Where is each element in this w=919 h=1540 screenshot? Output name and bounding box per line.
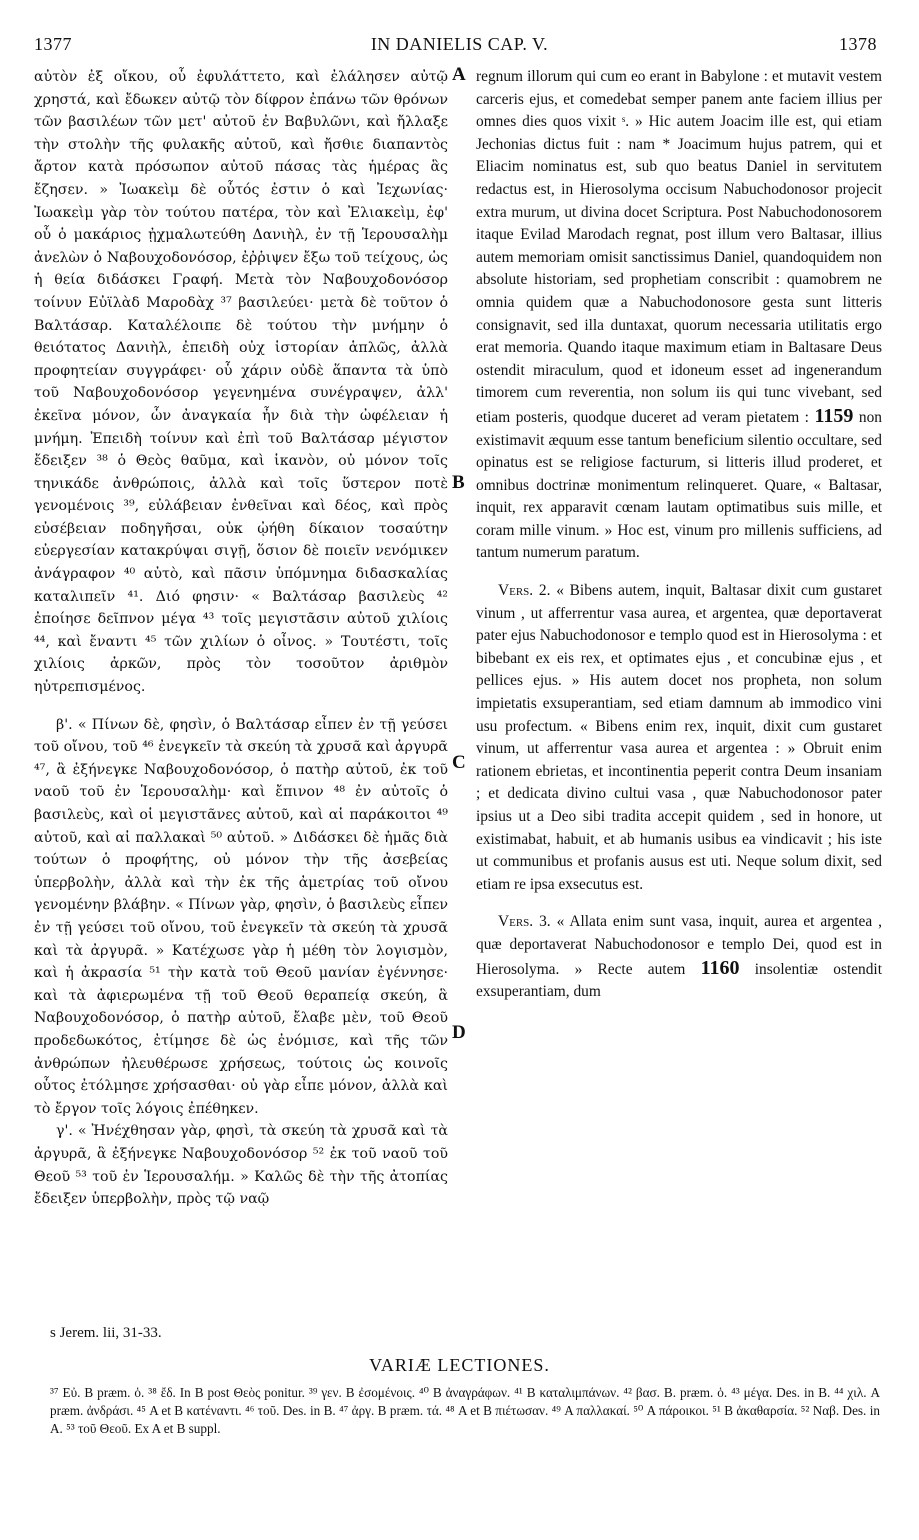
verse-3-label: Vers. 3.	[498, 913, 551, 931]
verse-2-label: Vers. 2.	[498, 582, 551, 600]
column-marker-b: B	[452, 472, 465, 493]
right-page-number: 1378	[839, 34, 877, 54]
column-marker-a: A	[452, 64, 466, 85]
greek-paragraph-1: αὐτὸν ἐξ οἴκου, οὗ ἐφυλάττετο, καὶ ἐλάλησεν αὐτῷ χρηστά, καὶ ἔδωκεν αὐτῷ τὸν δίφρον ἐπάνω τῶν θρόνων τῶν βασιλέων τῶν μετ' αὐτοῦ ἐν Βαβυλῶνι, καὶ ἤλλαξε τὴν στολὴν τῆς φυλακῆς αὐτοῦ, καὶ ἤσθιε διαπαντὸς ἄρτον κατὰ πρόσωπον αὐτοῦ πάσας τὰς ἡμέρας ἃς ἔζησεν. » Ἰωακεὶμ δὲ οὗτός ἐστιν ὁ καὶ Ἰεχωνίας· Ἰωακεὶμ γὰρ τὸν τούτου πατέρα, τὸν καὶ Ἐλιακεὶμ, ἐφ' οὗ ὁ μακάριος ᾐχμαλωτεύθη Δανιὴλ, ἐν τῇ Ἱερουσαλὴμ ἀνελὼν ὁ Ναβουχοδονόσορ, ἐῤῥιψεν ἔξω τοῦ τείχους, ὡς ἡ θεία διδάσκει Γραφή. Μετὰ τὸν Ναβουχοδονόσορ τοίνυν Εὐϊλὰδ Μαροδὰχ ³⁷ βασιλεύει· μετὰ δὲ τοῦτον ὁ Βαλτάσαρ. Καταλέλοιπε δὲ τούτου τὴν μνήμην ὁ θειότατος Δανιὴλ, ἐπειδὴ οὐχ ἱστορίαν ἁπλῶς, ἀλλὰ προφητείαν συγγράφει· οὗ χάριν οὐδὲ ἅπαντα τὰ ὑπὸ τοῦ Ναβουχοδονόσορ γεγενημένα συνέγραψεν, ἀλλ' ἐκεῖνα μόνον, ὧν ἀναγκαία ἦν διὰ τὴν ὠφέλειαν ἡ μνήμη. Ἐπειδὴ τοίνυν καὶ ἐπὶ τοῦ Βαλτάσαρ μέγιστον ἔδειξεν ³⁸ ὁ Θεὸς θαῦμα, καὶ ἱκανὸν, οὐ μόνον τοῖς τηνικάδε ἀνθρώποις, ἀλλὰ καὶ τοῖς ὕστερον ποτὲ γενομένοις ³⁹, εὐλάβειαν ἐνθεῖναι καὶ δέος, καὶ πρὸς εὐσέβειαν ποδηγῆσαι, οὐκ ᾠήθη δίκαιον τοσαύτην εὐεργεσίαν κατακρύψαι σιγῇ, ὅσιον δὲ ποιεῖν νενόμικεν ἀνάγραφον ⁴⁰ αὐτὸ, καὶ πᾶσιν ὑπόμνημα διδασκαλίας καταλιπεῖν ⁴¹. Διό φησιν· « Βαλτάσαρ βασιλεὺς ⁴² ἐποίησε δεῖπνον μέγα ⁴³ τοῖς μεγιστᾶσιν αὐτοῦ χιλίοις ⁴⁴, καὶ ἔναντι ⁴⁵ τῶν χιλίων ὁ οἶνος. » Τουτέστι, τοῖς χιλίοις ἀρκῶν, πρὸς τὸν τοσοῦτον ἀριθμὸν ηὐτρεπισμένος.	[34, 69, 448, 696]
column-number-1160: 1160	[700, 956, 740, 979]
latin-paragraph-3	[476, 911, 882, 1003]
latin-paragraph-2	[476, 580, 882, 896]
latin-paragraph-1-text: regnum illorum qui cum eo erant in Babylone : et mutavit vestem carceris ejus, et comedebat semper panem ante faciem illius per omnes dies quos vixit ˢ. » Hic autem Joacim ille est, qui etiam Jechonias dictus fuit : nam * Joacimum hujus patrem, qui et Eliacim nominatus est, sub quo beatus Daniel in servitutem redactus est, in Hierosolyma occisum Nabuchodonosor projecit extra murum, ut divina docet Scriptura. Post Nabuchodonosorem itaque Evilad Marodach regnat, post illum vero Baltasar, illius autem memoriam omisit sanctissimus Daniel, quandoquidem non absolute historiam, sed prophetiam conscribit : quamobrem ne omnia quidem quæ a Nabuchodonosore gesta sunt litteris consignavit, sed illa duntaxat, quorum necessaria utilitatis ergo erat memoria. Quando itaque maximum etiam in Baltasare Deus ostendit miraculum, quod et idoneum esset ad ingenerandum timorem cum reverentia, non solum iis qui tunc vivebant, sed etiam posteris, quodque duceret ad veram pietatem :	[476, 68, 882, 426]
greek-paragraph-3: γ'. « Ἠνέχθησαν γὰρ, φησὶ, τὰ σκεύη τὰ χρυσᾶ καὶ τὰ ἀργυρᾶ, ἃ ἐξήνεγκε Ναβουχοδονόσορ ⁵² ἐκ τοῦ ναοῦ τοῦ Θεοῦ ⁵³ τοῦ ἐν Ἱερουσαλήμ. » Καλῶς δὲ τὴν τῆς ἀτοπίας ἔδειξεν ὑπερβολὴν, πρὸς τῷ ναῷ	[34, 1123, 448, 1208]
left-page-number: 1377	[34, 34, 72, 54]
latin-paragraph-2-text: « Bibens autem, inquit, Baltasar dixit cum gustaret vinum , ut afferrentur vasa aurea, et argentea, quæ deportaverat pater ejus Nabuchodonosor e templo quod est in Hierosolyma : et bibebant ex eis rex, et optimates ejus , et concubinæ ejus , et pellices ejus. » His autem docet nos propheta, non solum impietatis exsuperantiam, sed etiam damnum ab immodico vini usu profectum. « Bibens enim rex, inquit, dixit cum gustaret vinum, ut afferrentur vasa aurea et argentea : » Obruit enim rationem ebrietas, et incontinentia peperit contra Deum insaniam ; et dedicata divino cultui vasa , quæ Nabuchodonosor pater ipsius ut a Deo sibi tradita accepit quidem , sed in honore, ut existimabat, habuit, et ab humanis usibus ea vindicavit ; his iste ut communibus et profanis ausus est uti. Neque solum dixit, sed etiam re ipsa exsecutus est.	[476, 582, 882, 893]
greek-paragraph-2: β'. « Πίνων δὲ, φησὶν, ὁ Βαλτάσαρ εἶπεν ἐν τῇ γεύσει τοῦ οἴνου, τοῦ ⁴⁶ ἐνεγκεῖν τὰ σκεύη τὰ χρυσᾶ καὶ ἀργυρᾶ ⁴⁷, ἃ ἐξήνεγκε Ναβουχοδονόσορ, ὁ πατὴρ αὐτοῦ, ἐκ τοῦ ναοῦ τοῦ ἐν Ἱερουσαλὴμ· καὶ ἔπινον ⁴⁸ ἐν αὐτοῖς ὁ βασιλεὺς, καὶ οἱ μεγιστᾶνες αὐτοῦ, καὶ αἱ παράκοιτοι ⁴⁹ αὐτοῦ, καὶ αἱ παλλακαὶ ⁵⁰ αὐτοῦ. » Διδάσκει δὲ ἡμᾶς διὰ τούτων ὁ προφήτης, οὐ μόνον τὴν τῆς ἀσεβείας ὑπερβολὴν, ἀλλὰ καὶ τὴν ἐκ τῆς ἀμετρίας τοῦ οἴνου γενομένην βλάβην. « Πίνων γὰρ, φησὶν, ὁ βασιλεὺς εἶπεν ἐν τῇ γεύσει τοῦ οἴνου, τοῦ ἐνεγκεῖν τὰ σκεύη τὰ χρυσᾶ καὶ τὰ ἀργυρᾶ. » Κατέχωσε γὰρ ἡ μέθη τὸν λογισμὸν, καὶ ἡ ἀκρασία ⁵¹ τὴν κατὰ τοῦ Θεοῦ μανίαν ἐγέννησε· καὶ τὰ ἀφιερωμένα τῇ τοῦ Θεοῦ θεραπείᾳ σκεύη, ἃ Ναβουχοδονόσορ, ὁ πατὴρ αὐτοῦ, ἔλαβε μὲν, τοῦ Θεοῦ προδεδωκότος, ἐτίμησε δὲ ὡς ἐνόμισε, καὶ τῆς τῶν ἀνθρώπων ἠλευθέρωσε χρήσεως, τούτοις ὡς κοινοῖς οὗτος ἐτόλμησε χρήσασθαι· οὐ γὰρ εἶπε μόνον, ἀλλὰ καὶ τὸ ἔργον τοῖς λόγοις ἐπέθηκεν.	[34, 716, 448, 1117]
column-marker-c: C	[452, 752, 466, 773]
variae-lectiones-title: VARIÆ LECTIONES.	[369, 1355, 550, 1375]
column-marker-d: D	[452, 1022, 466, 1043]
latin-paragraph-1-continued: non existimavit æquum esse tantum beneficium silentio occultare, sed opinatus est se religiose facturum, si litteris illud proderet, et omnibus doctrinæ monimentum relinqueret. Quare, « Baltasar, inquit, rex apparavit cœnam lautam optimatibus suis mille, et coram mille vinum. » Hoc est, vinum pro millenis sufficiens, ad tantum numerum paratum.	[476, 408, 882, 562]
latin-column	[476, 66, 882, 1004]
latin-paragraph-1	[476, 66, 882, 565]
scripture-footnote: s Jerem. lii, 31-33.	[50, 1325, 162, 1341]
running-title: IN DANIELIS CAP. V.	[370, 34, 549, 54]
variae-lectiones-text: ³⁷ Εὐ. B præm. ὁ. ³⁸ ἔδ. In B post Θεὸς ponitur. ³⁹ γεν. B ἐσομένοις. ⁴⁰ B ἀναγράφων. ⁴¹ B καταλιμπάνων. ⁴² βασ. B. præm. ὁ. ⁴³ μέγα. Des. in B. ⁴⁴ χιλ. A præm. ἀνδράσι. ⁴⁵ A et B κατέναντι. ⁴⁶ τοῦ. Des. in B. ⁴⁷ ἀργ. B præm. τά. ⁴⁸ A et B πιέτωσαν. ⁴⁹ A παλλακαί. ⁵⁰ A πάροικοι. ⁵¹ B ἀκαθαρσία. ⁵² Ναβ. Des. in A. ⁵³ τοῦ Θεοῦ. Ex A et B suppl.	[50, 1385, 880, 1436]
greek-column	[34, 66, 448, 1211]
latin-paragraph-3-text: « Allata enim sunt vasa, inquit, aurea et argentea , quæ deportaverat Nabuchodonosor e templo Dei, quod est in Hierosolyma. » Recte autem	[476, 913, 882, 978]
latin-paragraph-3-continued: insolentiæ ostendit exsuperantiam, dum	[476, 960, 882, 1001]
column-number-1159: 1159	[814, 404, 854, 427]
